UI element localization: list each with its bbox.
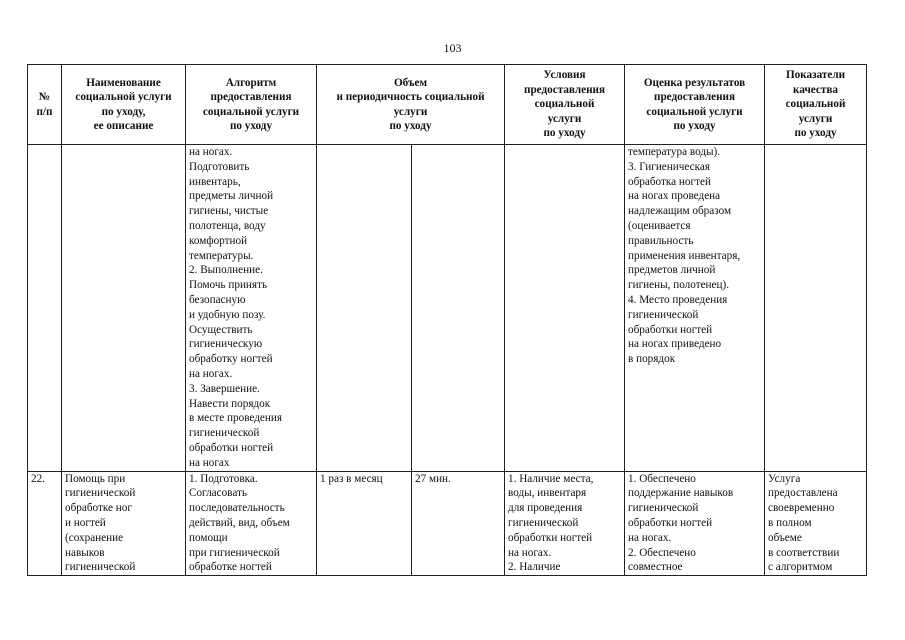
header-conditions: Условия предоставления социальной услуги по уходу bbox=[505, 65, 625, 145]
cell-evaluation: температура воды). 3. Гигиеническая обработка ногтей на ногах проведена надлежащим образом (оценивается правильность применения инвентаря, предметов личной гигиены, полотенец). 4. Место проведения гигиенической обработки ногтей на ногах приведено в порядок bbox=[625, 145, 765, 472]
table-header-row bbox=[28, 65, 867, 145]
social-services-table bbox=[27, 64, 867, 576]
cell-conditions: 1. Наличие места, воды, инвентаря для проведения гигиенической обработки ногтей на ногах. 2. Наличие bbox=[505, 471, 625, 576]
table-row bbox=[28, 471, 867, 576]
cell-algorithm: 1. Подготовка. Согласовать последовательность действий, вид, объем помощи при гигиенической обработке ногтей bbox=[186, 471, 317, 576]
cell-num: 22. bbox=[28, 471, 62, 576]
cell-volume-frequency: 1 раз в месяц bbox=[317, 471, 412, 576]
header-volume: Объем и периодичность социальной услуги по уходу bbox=[317, 65, 505, 145]
cell-evaluation: 1. Обеспечено поддержание навыков гигиенической обработки ногтей на ногах. 2. Обеспечено совместное bbox=[625, 471, 765, 576]
cell-num bbox=[28, 145, 62, 472]
cell-name bbox=[62, 145, 186, 472]
cell-algorithm: на ногах. Подготовить инвентарь, предметы личной гигиены, чистые полотенца, воду комфортной температуры. 2. Выполнение. Помочь принять безопасную и удобную позу. Осуществить гигиеническую обработку ногтей на ногах. 3. Завершение. Навести порядок в месте проведения гигиенической обработки ногтей на ногах bbox=[186, 145, 317, 472]
cell-conditions bbox=[505, 145, 625, 472]
table-row bbox=[28, 145, 867, 472]
cell-indicators bbox=[765, 145, 867, 472]
cell-name: Помощь при гигиенической обработке ног и ногтей (сохранение навыков гигиенической bbox=[62, 471, 186, 576]
cell-volume-frequency bbox=[317, 145, 412, 472]
cell-indicators: Услуга предоставлена своевременно в полном объеме в соответствии с алгоритмом bbox=[765, 471, 867, 576]
cell-volume-time: 27 мин. bbox=[412, 471, 505, 576]
header-num: № п/п bbox=[28, 65, 62, 145]
cell-volume-time bbox=[412, 145, 505, 472]
page-number: 103 bbox=[443, 41, 462, 55]
header-name: Наименование социальной услуги по уходу, ее описание bbox=[62, 65, 186, 145]
header-indicators: Показатели качества социальной услуги по уходу bbox=[765, 65, 867, 145]
header-evaluation: Оценка результатов предоставления социальной услуги по уходу bbox=[625, 65, 765, 145]
header-algorithm: Алгоритм предоставления социальной услуги по уходу bbox=[186, 65, 317, 145]
